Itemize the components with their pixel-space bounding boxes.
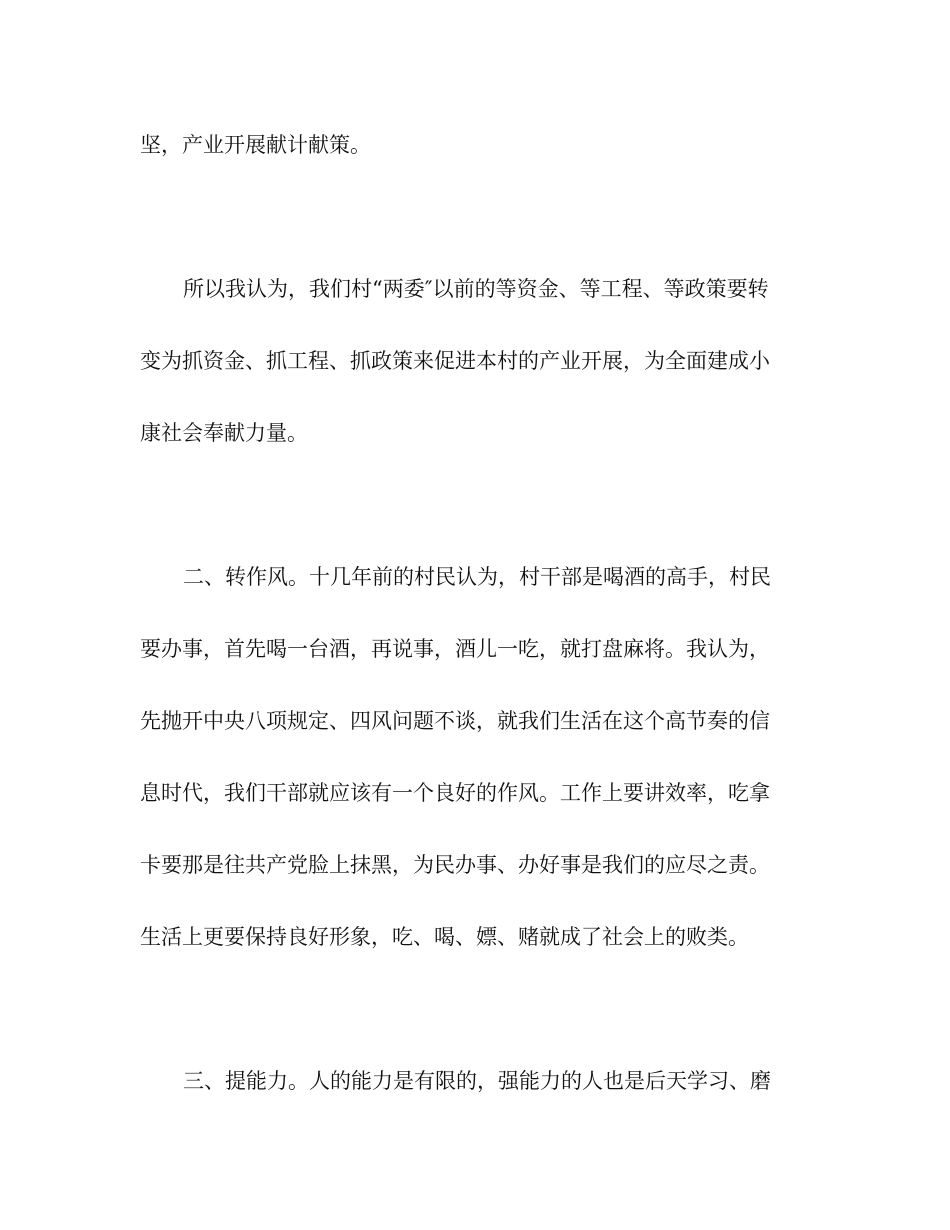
paragraph-2-line-1: 所以我认为，我们村“两委″以前的等资金、等工程、等政策要转 [183,277,769,301]
paragraph-3-line-3: 先抛开中央八项规定、四风问题不谈，就我们生活在这个高节奏的信 [140,709,770,733]
paragraph-3-line-4: 息时代，我们干部就应该有一个良好的作风。工作上要讲效率，吃拿 [140,781,770,805]
paragraph-3-line-1: 二、转作风。十几年前的村民认为，村干部是喝酒的高手，村民 [183,565,771,589]
paragraph-3-line-6: 生活上更要保持良好形象，吃、喝、嫖、赌就成了社会上的败类。 [140,925,749,949]
paragraph-3-line-2: 要办事，首先喝一台酒，再说事，酒儿一吃，就打盘麻将。我认为， [140,637,770,661]
paragraph-2-line-3: 康社会奉献力量。 [140,421,308,445]
paragraph-2-line-2: 变为抓资金、抓工程、抓政策来促进本村的产业开展，为全面建成小 [140,349,770,373]
paragraph-3-line-5: 卡要那是往共产党脸上抹黑，为民办事、办好事是我们的应尽之责。 [140,853,770,877]
paragraph-1-line-1: 坚，产业开展献计献策。 [140,133,371,157]
paragraph-4-line-1: 三、提能力。人的能力是有限的，强能力的人也是后天学习、磨 [183,1069,771,1093]
